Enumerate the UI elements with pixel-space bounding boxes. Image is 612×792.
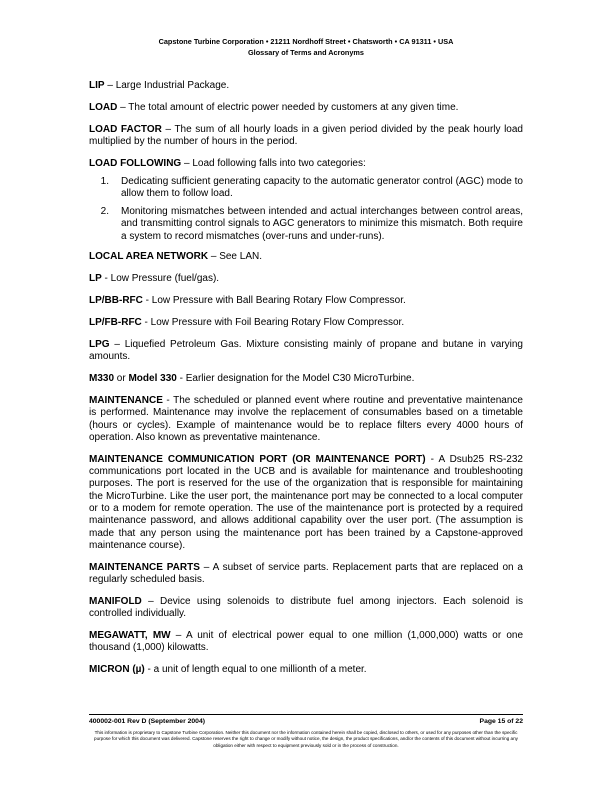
- glossary-entry: [89, 80, 523, 92]
- entry-separator: -: [176, 373, 186, 385]
- entry-separator: –: [141, 595, 161, 607]
- entry-separator: -: [141, 317, 151, 329]
- entry-separator: –: [199, 561, 213, 573]
- entry-definition: Load following falls into two categories:: [192, 157, 366, 169]
- load-following-list: [89, 176, 523, 243]
- entry-definition: A subset of service parts. Replacement parts that are replaced on a regularly scheduled basis.: [89, 561, 523, 586]
- glossary-content: [89, 80, 523, 686]
- glossary-entry: [89, 102, 523, 114]
- glossary-entry: [89, 562, 523, 587]
- entry-term: LIP: [89, 80, 105, 91]
- entry-term: MICRON (µ): [89, 664, 145, 676]
- entry-definition: A unit of electrical power equal to one million (1,000,000) watts or one thousand (1,000) kilowatts.: [89, 630, 524, 654]
- page-footer: [89, 718, 523, 725]
- entry-term: LPG: [89, 338, 110, 350]
- list-item-text: Monitoring mismatches between intended and actual interchanges between control areas, and transmitting control signals to AGC generators to minimize this mismatch. Both require a system to record mismatches (over-runs and under-runs).: [121, 205, 523, 242]
- entry-definition: Low Pressure (fuel/gas).: [110, 273, 220, 285]
- entry-definition: See LAN.: [219, 251, 263, 263]
- glossary-entry: [89, 124, 523, 149]
- entry-separator: –: [109, 338, 125, 350]
- entry-term: MAINTENANCE COMMUNICATION PORT (OR MAINTENANCE PORT): [89, 453, 426, 465]
- footer-document-id: 400002-001 Rev D (September 2004): [89, 718, 205, 725]
- entry-definition: The scheduled or planned event where routine and preventative maintenance is performed. Maintenance may involve the replacement of consumables based on a timetable (hours or cycles). Example of maintenance would be to replace filters every 4000 hours of operation. Also known as preventative maintenance.: [89, 394, 523, 443]
- entry-separator: –: [104, 80, 116, 91]
- entry-separator: -: [144, 664, 154, 676]
- glossary-entry: [89, 295, 523, 307]
- entry-separator: -: [142, 295, 152, 307]
- glossary-entry: [89, 630, 523, 655]
- footer-divider: [89, 714, 523, 715]
- entry-term: LP/FB-RFC: [89, 317, 142, 329]
- glossary-entry: [89, 251, 523, 263]
- header-company-line: Capstone Turbine Corporation • 21211 Nordhoff Street • Chatsworth • CA 91311 • USA: [158, 37, 454, 46]
- entry-definition: Low Pressure with Foil Bearing Rotary Flow Compressor.: [150, 317, 405, 329]
- entry-definition: The sum of all hourly loads in a given period divided by the peak hourly load multiplied by the number of hours in the period.: [89, 123, 523, 148]
- glossary-entry: [89, 317, 523, 329]
- entry-separator: –: [181, 157, 193, 169]
- entry-definition: The total amount of electric power needed by customers at any given time.: [128, 101, 459, 113]
- entry-definition: Large Industrial Package.: [115, 80, 230, 91]
- glossary-entry: [89, 339, 523, 364]
- entry-separator: –: [161, 123, 175, 135]
- entry-term: LP/BB-RFC: [89, 295, 143, 307]
- entry-term: MAINTENANCE PARTS: [89, 561, 200, 573]
- entry-separator: –: [208, 251, 220, 263]
- glossary-entry: [89, 158, 523, 170]
- glossary-entry: [89, 454, 523, 552]
- entry-term: LOAD: [89, 101, 118, 113]
- entry-term: MANIFOLD: [89, 595, 142, 607]
- list-item: [89, 176, 523, 201]
- page-header: [0, 37, 612, 58]
- entry-separator: –: [170, 630, 186, 642]
- glossary-entry: [89, 664, 523, 676]
- entry-term: LOAD FOLLOWING: [89, 157, 182, 169]
- glossary-entry: [89, 395, 523, 444]
- entry-term: LP: [89, 273, 102, 285]
- entry-separator: -: [101, 273, 111, 285]
- entry-definition: a unit of length equal to one millionth of a meter.: [153, 664, 367, 676]
- footer-page-number: Page 15 of 22: [479, 718, 523, 725]
- glossary-entry: [89, 273, 523, 285]
- list-item-number: 2.: [100, 205, 109, 217]
- list-item: [89, 206, 523, 243]
- entry-term: LOCAL AREA NETWORK: [89, 251, 209, 263]
- header-document-title: Glossary of Terms and Acronyms: [248, 47, 364, 57]
- list-item-text: Dedicating sufficient generating capacity to the automatic generator control (AGC) mode to allow them to follow load.: [121, 175, 523, 200]
- entry-separator: -: [425, 453, 439, 465]
- list-item-number: 1.: [100, 175, 109, 187]
- entry-definition: Low Pressure with Ball Bearing Rotary Flow Compressor.: [151, 295, 406, 307]
- entry-definition: Liquefied Petroleum Gas. Mixture consisting mainly of propane and butane in varying amounts.: [89, 338, 523, 363]
- glossary-entry: [89, 373, 523, 385]
- entry-definition: Earlier designation for the Model C30 MicroTurbine.: [185, 373, 415, 385]
- entry-definition: Device using solenoids to distribute fuel among injectors. Each solenoid is controlled individually.: [89, 595, 523, 620]
- entry-term: MEGAWATT, MW: [89, 630, 171, 642]
- glossary-entry: [89, 596, 523, 621]
- entry-term-alt: Model 330: [128, 373, 177, 385]
- entry-separator: –: [117, 101, 129, 113]
- entry-connector: or: [114, 373, 129, 385]
- entry-term: MAINTENANCE: [89, 394, 163, 406]
- entry-term: M330: [89, 373, 115, 385]
- entry-definition: A Dsub25 RS-232 communications port located in the UCB and is available for maintenance and troubleshooting purposes. The port is reserved for the use of the organization that is responsible for maintaining the MicroTurbine. Like the user port, the maintenance port may be connected to a local computer or to a modem for remote operation. The use of the maintenance port is protected by a required maintenance password, and allows additional capability over the user port. (The assumption is made that any person using the maintenance port has been trained by a Capstone-approved maintenance course).: [89, 453, 523, 551]
- entry-term: LOAD FACTOR: [89, 123, 162, 135]
- entry-separator: -: [162, 394, 174, 406]
- footer-proprietary-notice: This information is proprietary to Capstone Turbine Corporation. Neither this document nor the information contained herein shall be copied, disclosed to others, or used for any purposes other than the specific purpose for which this document was delivered. Capstone reserves the right to change or modify without notice, the design, the product specifications, and/or the contents of this document without incurring any obligation either with respect to equipment previously sold or in the process of construction.: [94, 730, 518, 748]
